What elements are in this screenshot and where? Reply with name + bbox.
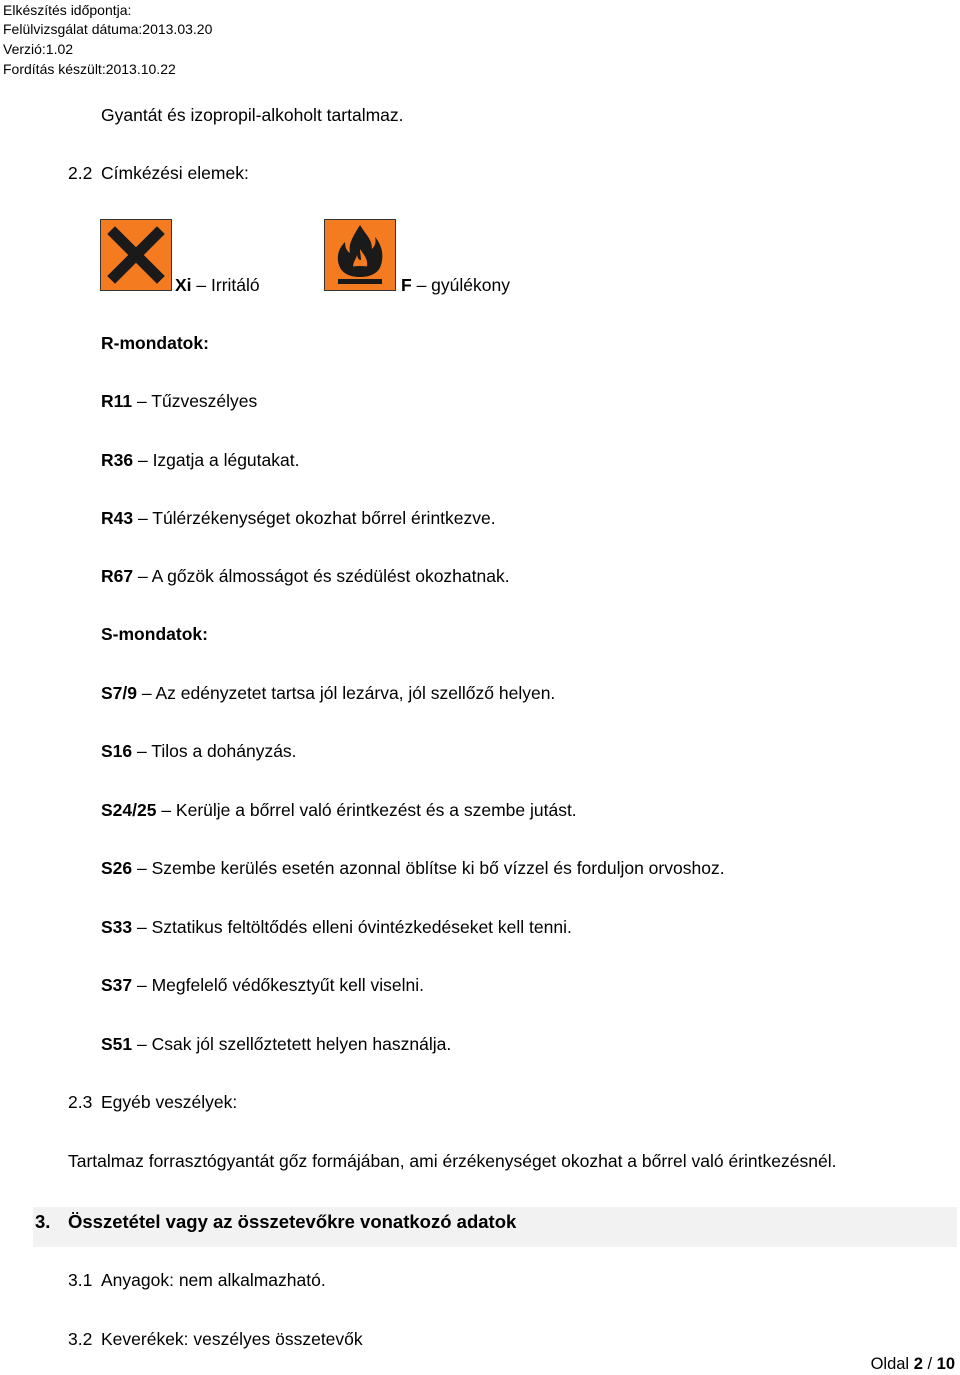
s-phrase-item bbox=[101, 739, 297, 763]
s-phrase-code: S24/25 bbox=[101, 800, 157, 820]
s-phrase-code: S26 bbox=[101, 858, 133, 878]
header-revision-date: Felülvizsgálat dátuma:2013.03.20 bbox=[3, 21, 213, 37]
r-phrase-code: R67 bbox=[101, 566, 134, 586]
section-3-1-title: Anyagok: nem alkalmazható. bbox=[101, 1270, 326, 1290]
section-2-3-number: 2.3 bbox=[68, 1092, 93, 1112]
pictogram-xi-label bbox=[175, 273, 260, 297]
s-phrase-text: – Szembe kerülés esetén azonnal öblítse ki bő vízzel és forduljon orvoshoz. bbox=[132, 858, 725, 878]
r-phrase-item bbox=[101, 448, 299, 472]
s-phrases-title: S-mondatok: bbox=[101, 624, 208, 644]
s-phrase-code: S51 bbox=[101, 1034, 133, 1054]
s-phrase-text: – Csak jól szellőztetett helyen használja. bbox=[132, 1034, 452, 1054]
section-2-2-title: Címkézési elemek: bbox=[101, 163, 249, 183]
s-phrase-text: – Kerülje a bőrrel való érintkezést és a szembe jutást. bbox=[156, 800, 577, 820]
section-3-title: Összetétel vagy az összetevőkre vonatkozó adatok bbox=[68, 1211, 517, 1232]
section-2-3-title: Egyéb veszélyek: bbox=[101, 1092, 238, 1112]
r-phrase-item bbox=[101, 389, 257, 413]
section-3-number: 3. bbox=[35, 1211, 51, 1232]
pictogram-f-dash: – bbox=[411, 275, 432, 295]
section-3-2-number: 3.2 bbox=[68, 1329, 93, 1349]
header-prepared-date: Elkészítés időpontja: bbox=[3, 2, 132, 18]
page-number-prefix: Oldal bbox=[870, 1355, 914, 1373]
s-phrase-code: S16 bbox=[101, 741, 133, 761]
r-phrase-code: R36 bbox=[101, 450, 134, 470]
s-phrase-text: – Tilos a dohányzás. bbox=[132, 741, 297, 761]
page-number-current: 2 bbox=[913, 1355, 923, 1373]
s-phrase-item bbox=[101, 681, 555, 705]
s-phrase-code: S7/9 bbox=[101, 683, 137, 703]
pictogram-f-code: F bbox=[401, 275, 412, 295]
r-phrase-item bbox=[101, 564, 510, 588]
r-phrase-code: R43 bbox=[101, 508, 134, 528]
intro-text: Gyantát és izopropil-alkoholt tartalmaz. bbox=[101, 105, 404, 125]
section-3-2-title: Keverékek: veszélyes összetevők bbox=[101, 1329, 363, 1349]
section-3-heading bbox=[33, 1207, 957, 1247]
s-phrase-item bbox=[101, 856, 725, 880]
irritant-x-icon bbox=[100, 219, 172, 291]
r-phrase-text: – Tűzveszélyes bbox=[132, 391, 258, 411]
s-phrase-item bbox=[101, 973, 424, 997]
pictogram-xi-dash: – bbox=[191, 275, 212, 295]
s-phrase-code: S37 bbox=[101, 975, 133, 995]
s-phrase-text: – Sztatikus feltöltődés elleni óvintézkedéseket kell tenni. bbox=[132, 917, 572, 937]
pictogram-xi-text: Irritáló bbox=[211, 275, 260, 295]
r-phrases-title: R-mondatok: bbox=[101, 333, 209, 353]
s-phrase-code: S33 bbox=[101, 917, 133, 937]
s-phrase-text: – Megfelelő védőkesztyűt kell viselni. bbox=[132, 975, 424, 995]
header-version: Verzió:1.02 bbox=[3, 41, 74, 57]
s-phrase-item bbox=[101, 915, 572, 939]
s-phrase-text: – Az edényzetet tartsa jól lezárva, jól szellőző helyen. bbox=[137, 683, 556, 703]
r-phrase-text: – Izgatja a légutakat. bbox=[133, 450, 300, 470]
s-phrase-item bbox=[101, 798, 577, 822]
r-phrase-item bbox=[101, 506, 496, 530]
pictogram-xi-code: Xi bbox=[175, 275, 192, 295]
header-translation-date: Fordítás készült:2013.10.22 bbox=[3, 61, 176, 77]
section-3-1-number: 3.1 bbox=[68, 1270, 93, 1290]
page-number-separator: / bbox=[922, 1355, 937, 1373]
section-2-2-number: 2.2 bbox=[68, 163, 93, 183]
s-phrase-item bbox=[101, 1032, 451, 1056]
page-number-total: 10 bbox=[936, 1355, 955, 1373]
pictogram-f-text: gyúlékony bbox=[431, 275, 510, 295]
r-phrase-text: – Túlérzékenységet okozhat bőrrel érintkezve. bbox=[133, 508, 496, 528]
flame-icon bbox=[324, 219, 396, 291]
pictogram-f-label bbox=[401, 273, 510, 297]
other-hazards-text: Tartalmaz forrasztógyantát gőz formájában, ami érzékenységet okozhat a bőrrel való érintkezésnél. bbox=[68, 1151, 837, 1171]
page-number bbox=[871, 1353, 955, 1375]
r-phrase-text: – A gőzök álmosságot és szédülést okozhatnak. bbox=[133, 566, 510, 586]
r-phrase-code: R11 bbox=[101, 391, 133, 411]
